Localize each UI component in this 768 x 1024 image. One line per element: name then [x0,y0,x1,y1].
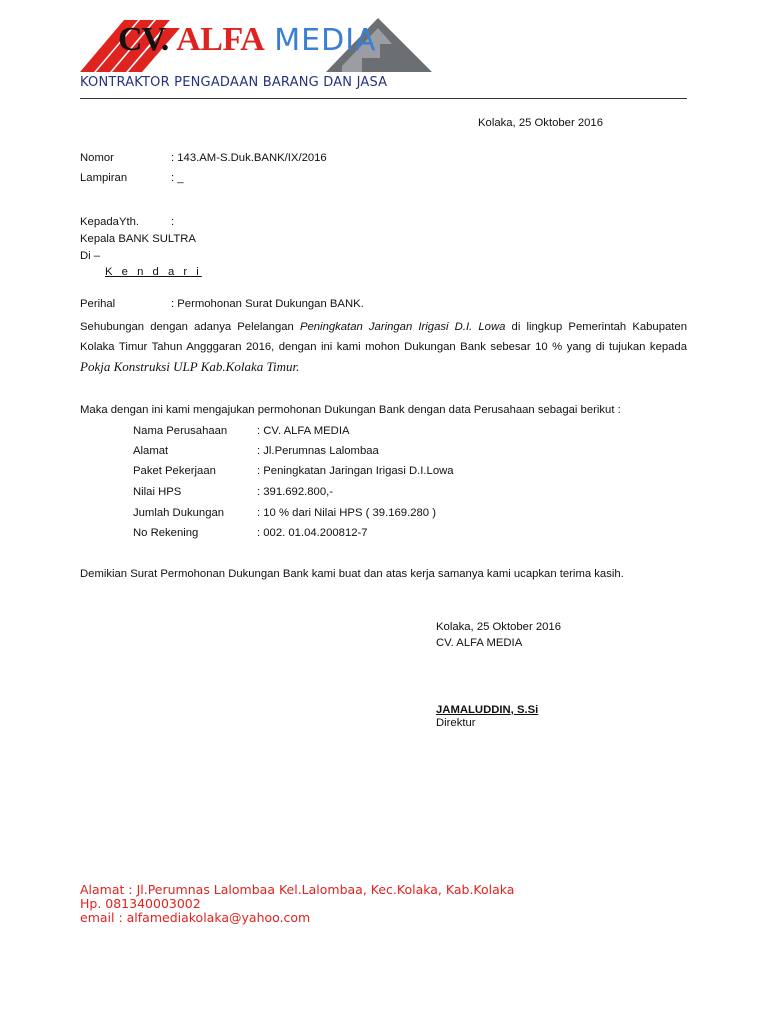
table-row-label: Nama Perusahaan [133,425,228,437]
brand-cv: CV. [118,21,169,58]
nomor-label: Nomor [80,152,114,164]
perihal-label: Perihal [80,298,116,310]
paragraph-1-project-name: Peningkatan Jaringan Irigasi D.I. Lowa [299,321,506,333]
table-row-label: Paket Pekerjaan [133,465,216,477]
table-row-value: : 10 % dari Nilai HPS ( 39.169.280 ) [257,507,436,519]
signatory-name: JAMALUDDIN, S.Si [436,704,539,716]
table-row-label: Jumlah Dukungan [133,507,225,519]
paragraph-1-text-b: di lingkup Pemerintah Kabupaten Kolaka Timur Tahun Angggaran 2016, dengan ini kami mohon Dukungan Bank sebesar 10 % yang di tujukan kepada [80,321,687,353]
brand-alfa: ALFA [176,21,265,58]
table-row-label: Nilai HPS [133,486,182,498]
paragraph-1-text-a: Sehubungan dengan adanya Pelelangan [80,321,300,333]
closing-paragraph: Demikian Surat Permohonan Dukungan Bank kami buat dan atas kerja samanya kami ucapkan terima kasih. [80,568,624,580]
signature-company: CV. ALFA MEDIA [436,637,523,649]
table-row-label: No Rekening [133,527,199,539]
footer-address: Alamat : Jl.Perumnas Lalombaa Kel.Lalombaa, Kec.Kolaka, Kab.Kolaka [80,882,515,897]
table-row-value: : 391.692.800,- [257,486,334,498]
table-row-value: : CV. ALFA MEDIA [257,425,350,437]
letter-date: Kolaka, 25 Oktober 2016 [478,117,603,129]
nomor-value: : 143.AM-S.Duk.BANK/IX/2016 [171,152,327,164]
recipient-city: K e n d a r i [105,266,202,278]
body-paragraph-2: Maka dengan ini kami mengajukan permohonan Dukungan Bank dengan data Perusahaan sebagai berikut : [80,404,621,416]
recipient-line-2: Di – [80,250,101,262]
table-row-label: Alamat [133,445,169,457]
company-brand-name [118,20,377,60]
perihal-value: : Permohonan Surat Dukungan BANK. [171,298,364,310]
recipient-line-1: Kepala BANK SULTRA [80,233,196,245]
signature-date: Kolaka, 25 Oktober 2016 [436,621,561,633]
kepada-colon: : [171,216,175,228]
table-row-value: : Peningkatan Jaringan Irigasi D.I.Lowa [257,465,454,477]
footer-email: email : alfamediakolaka@yahoo.com [80,910,311,925]
lampiran-label: Lampiran [80,172,128,184]
kepada-label: KepadaYth. [80,216,140,228]
lampiran-value: : _ [171,172,184,184]
table-row-value: : Jl.Perumnas Lalombaa [257,445,379,457]
footer-phone: Hp. 081340003002 [80,896,201,911]
signatory-title: Direktur [436,717,476,729]
company-tagline: KONTRAKTOR PENGADAAN BARANG DAN JASA [80,75,388,90]
body-paragraph-1 [80,317,687,378]
brand-media: MEDIA [274,23,377,58]
paragraph-1-pokja: Pokja Konstruksi ULP Kab.Kolaka Timur. [80,359,300,374]
letterhead-divider [80,98,687,99]
table-row-value: : 002. 01.04.200812-7 [257,527,368,539]
